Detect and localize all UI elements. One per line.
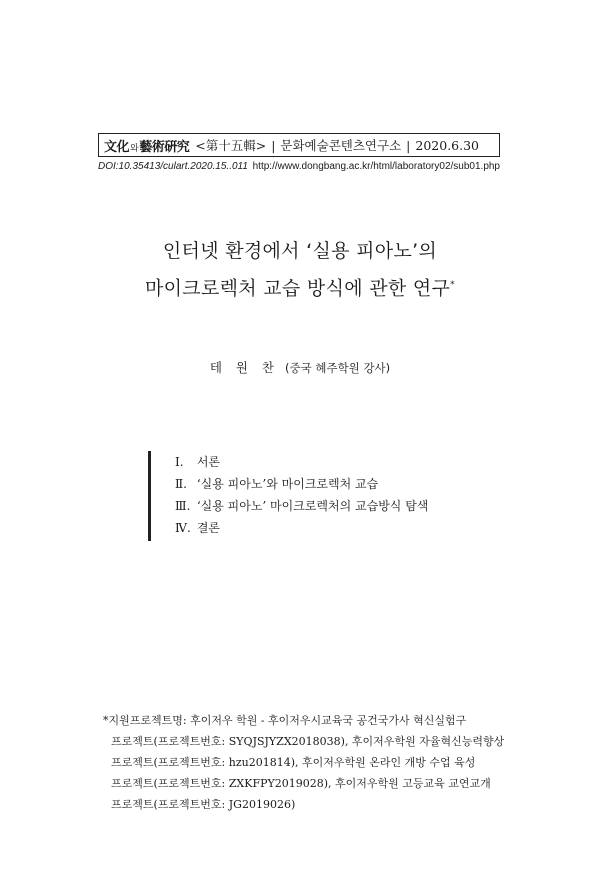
paper-title: [0, 234, 600, 305]
toc-number: Ⅰ.: [175, 455, 184, 469]
toc-label: 서론: [196, 455, 221, 469]
journal-date: 2020.6.30: [415, 137, 480, 153]
header-separator: |: [406, 137, 411, 153]
toc-label: 결론: [196, 521, 221, 535]
journal-header: [98, 133, 500, 157]
journal-volume: <第十五輯>: [195, 138, 267, 153]
toc-number: Ⅲ.: [175, 499, 191, 513]
logo-text-wa: 와: [130, 143, 139, 154]
footnote-line: *지원프로젝트명: 후이저우 학원 - 후이저우시교육국 공건국가사 혁신실험구: [103, 714, 467, 727]
title-line-2: [0, 268, 600, 305]
journal-url[interactable]: http://www.dongbang.ac.kr/html/laboratory02/sub01.php: [252, 161, 500, 172]
toc-number: Ⅳ.: [175, 521, 191, 535]
footnote-line: 프로젝트(프로젝트번호: hzu201814), 후이저우학원 온라인 개방 수업 육성: [111, 756, 476, 769]
footnote-marker[interactable]: *: [450, 280, 455, 290]
author-line: [0, 358, 600, 376]
toc-item: [175, 517, 428, 539]
footnote-line: 프로젝트(프로젝트번호: JG2019026): [111, 798, 296, 811]
journal-logo: [104, 136, 189, 155]
toc-number: Ⅱ.: [175, 477, 187, 491]
toc-item: [175, 495, 428, 517]
footnote-line: 프로젝트(프로젝트번호: ZXKFPY2019028), 후이저우학원 고등교육 교연교개: [111, 777, 491, 790]
journal-publisher: 문화예술콘텐츠연구소: [280, 138, 402, 153]
funding-footnote: [103, 710, 523, 815]
header-separator: |: [271, 137, 276, 153]
toc-label: ‘실용 피아노’ 마이크로렉처의 교습방식 탐색: [196, 499, 429, 513]
footnote-line: 프로젝트(프로젝트번호: SYQJSJYZX2018038), 후이저우학원 자율혁신능력향상: [111, 735, 505, 748]
logo-text-b: 藝術硏究: [139, 139, 190, 155]
table-of-contents: [148, 451, 428, 541]
author-affiliation: (중국 혜주학원 강사): [285, 361, 391, 375]
author-name: 테 원 찬: [209, 360, 280, 375]
logo-text-a: 文化: [104, 139, 130, 155]
title-line-2-text: 마이크로렉처 교습 방식에 관한 연구: [145, 277, 451, 300]
meta-line: [98, 161, 500, 172]
title-line-1: 인터넷 환경에서 ‘실용 피아노’의: [162, 240, 438, 262]
doi-text: DOI:10.35413/culart.2020.15..011: [98, 161, 248, 172]
toc-item: [175, 451, 428, 473]
toc-item: [175, 473, 428, 495]
toc-label: ‘실용 피아노’와 마이크로렉처 교습: [196, 477, 379, 491]
